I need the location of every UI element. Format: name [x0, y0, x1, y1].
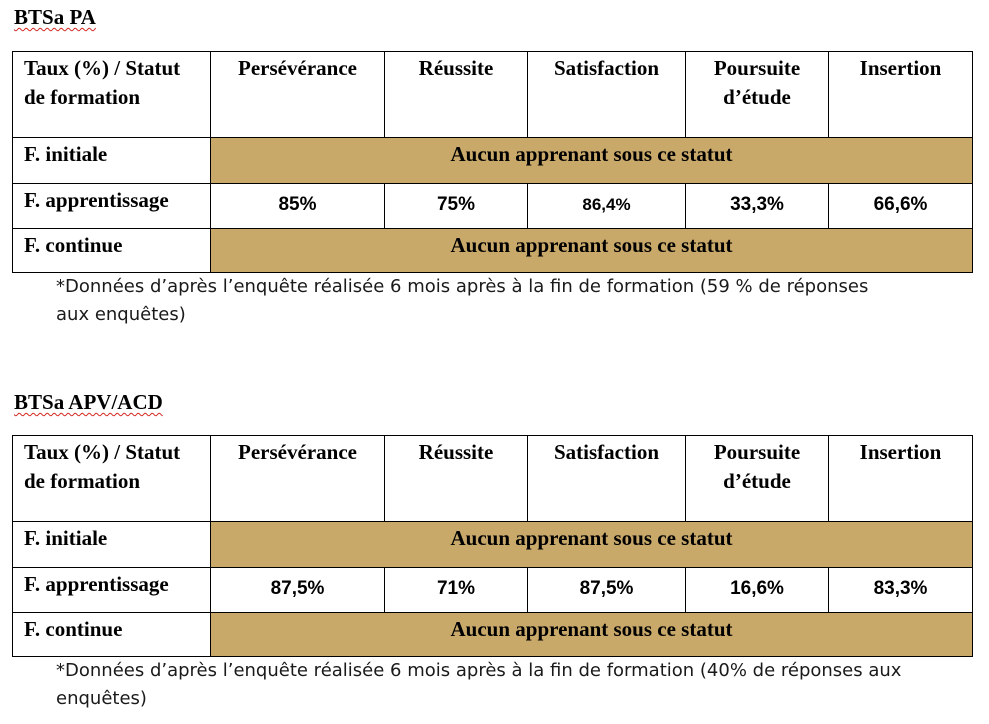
section-title-text: BTSa APV/ACD — [14, 390, 163, 414]
section-title-text: BTSa PA — [14, 5, 96, 29]
value-cell-poursuite: 33,3% — [686, 184, 829, 229]
row-label-initiale: F. initiale — [13, 138, 211, 184]
table-row-continue — [13, 229, 973, 273]
section-title-btsa-apv-acd — [14, 390, 163, 415]
value-cell-insertion: 66,6% — [829, 184, 973, 229]
header-cell-statut: Taux (%) / Statut de formation — [13, 52, 211, 138]
value-cell-insertion: 83,3% — [829, 568, 973, 613]
value-cell-poursuite: 16,6% — [686, 568, 829, 613]
header-cell-reussite: Réussite — [385, 436, 528, 522]
merged-cell-no-learner: Aucun apprenant sous ce statut — [211, 613, 973, 657]
value-cell-perseverance: 85% — [211, 184, 385, 229]
value-cell-reussite: 75% — [385, 184, 528, 229]
table-header-row — [13, 436, 973, 522]
row-label-apprentissage: F. apprentissage — [13, 184, 211, 229]
row-label-apprentissage: F. apprentissage — [13, 568, 211, 613]
row-label-initiale: F. initiale — [13, 522, 211, 568]
header-cell-insertion: Insertion — [829, 436, 973, 522]
merged-cell-no-learner: Aucun apprenant sous ce statut — [211, 522, 973, 568]
row-label-continue: F. continue — [13, 613, 211, 657]
header-cell-insertion: Insertion — [829, 52, 973, 138]
section-title-btsa-pa — [14, 5, 96, 30]
table-row-initiale — [13, 522, 973, 568]
footnote-btsa-apv-acd: *Données d’après l’enquête réalisée 6 mois après à la fin de formation (40% de réponses aux enquêtes) — [56, 660, 902, 709]
table-row-apprentissage — [13, 568, 973, 613]
merged-cell-no-learner: Aucun apprenant sous ce statut — [211, 229, 973, 273]
footnote-btsa-pa: *Données d’après l’enquête réalisée 6 mois après à la fin de formation (59 % de réponses aux enquêtes) — [56, 276, 869, 325]
stats-table-btsa-pa — [12, 51, 973, 273]
value-cell-satisfaction: 87,5% — [528, 568, 686, 613]
value-cell-satisfaction: 86,4% — [528, 184, 686, 229]
value-cell-perseverance: 87,5% — [211, 568, 385, 613]
row-label-continue: F. continue — [13, 229, 211, 273]
table-row-apprentissage — [13, 184, 973, 229]
header-cell-poursuite: Poursuite d’étude — [686, 436, 829, 522]
table-row-initiale — [13, 138, 973, 184]
table-row-continue — [13, 613, 973, 657]
header-cell-poursuite: Poursuite d’étude — [686, 52, 829, 138]
header-cell-perseverance: Persévérance — [211, 436, 385, 522]
table-header-row — [13, 52, 973, 138]
header-cell-perseverance: Persévérance — [211, 52, 385, 138]
stats-table-btsa-apv-acd — [12, 435, 973, 657]
merged-cell-no-learner: Aucun apprenant sous ce statut — [211, 138, 973, 184]
header-cell-satisfaction: Satisfaction — [528, 52, 686, 138]
header-cell-reussite: Réussite — [385, 52, 528, 138]
value-cell-reussite: 71% — [385, 568, 528, 613]
header-cell-satisfaction: Satisfaction — [528, 436, 686, 522]
header-cell-statut: Taux (%) / Statut de formation — [13, 436, 211, 522]
